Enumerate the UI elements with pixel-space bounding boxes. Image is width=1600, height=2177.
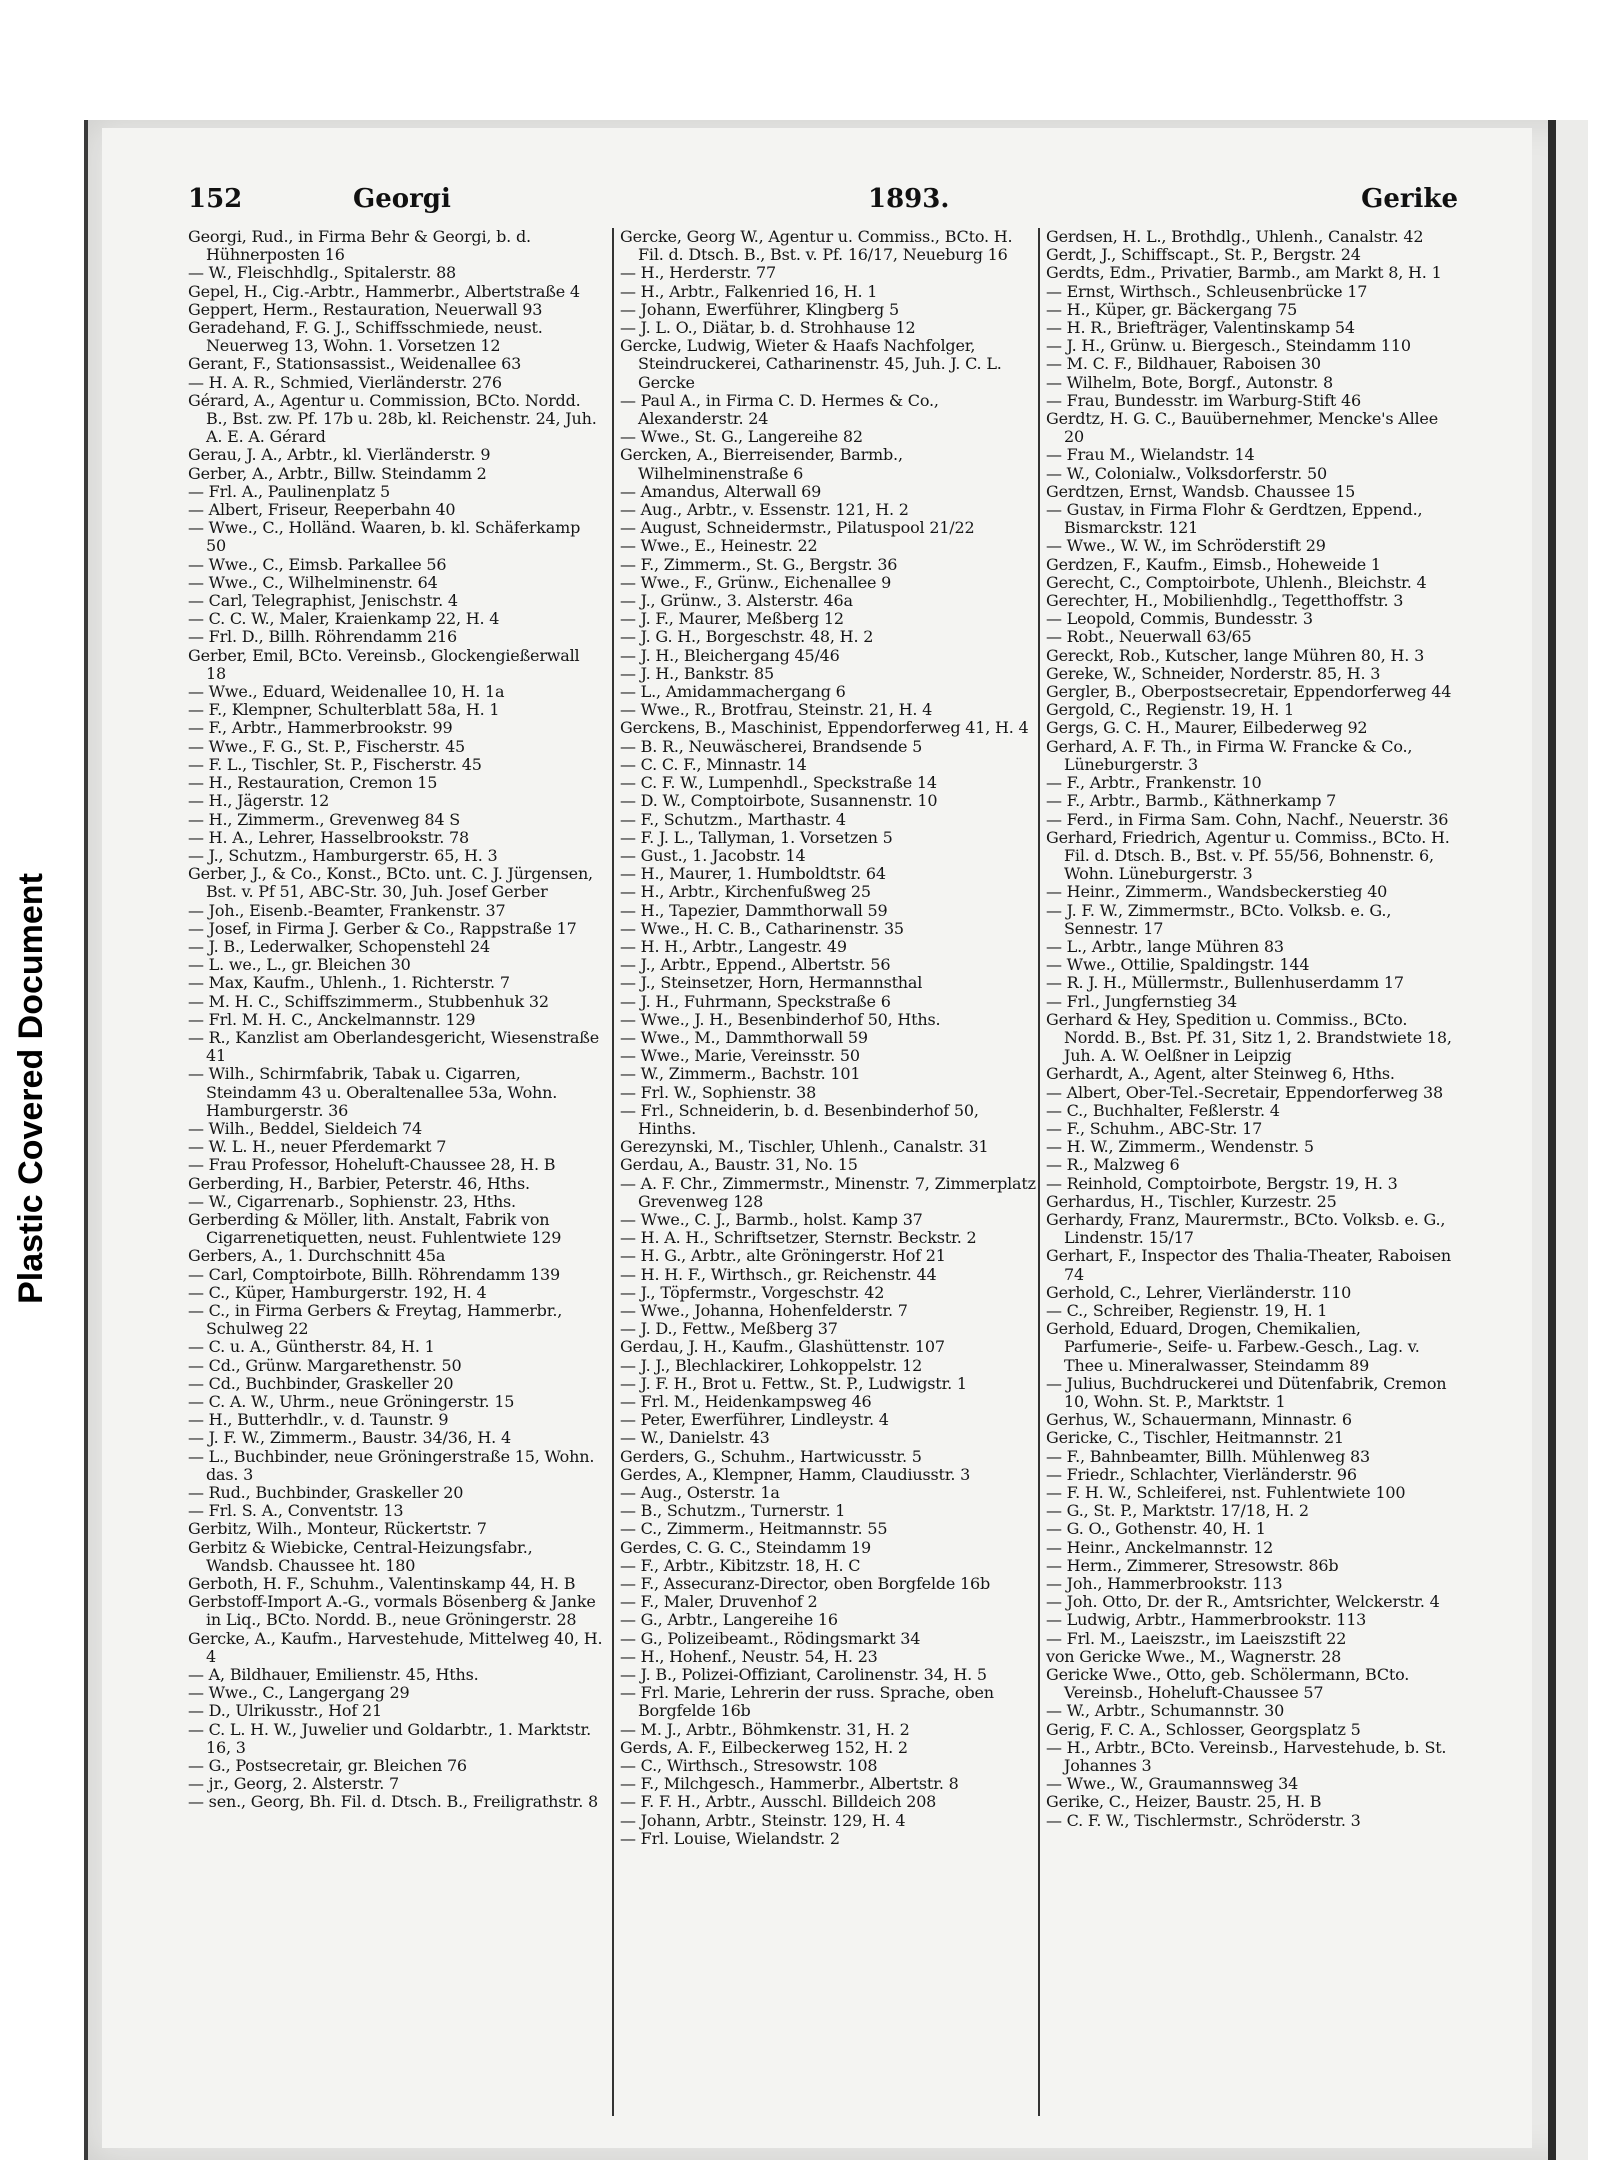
directory-entry: — Wwe., Eduard, Weidenallee 10, H. 1a — [188, 682, 505, 702]
directory-entry: Georgi, Rud., in Firma Behr & Georgi, b. d. Hühnerposten 16 — [188, 227, 531, 265]
directory-entry: — H., Arbtr., Falkenried 16, H. 1 — [620, 281, 878, 301]
directory-entry: — L., Buchbinder, neue Gröningerstraße 15, Wohn. das. 3 — [188, 1446, 595, 1484]
directory-entry: — C., in Firma Gerbers & Freytag, Hammerbr., Schulweg 22 — [188, 1300, 563, 1339]
directory-entry: — Paul A., in Firma C. D. Hermes & Co., Alexanderstr. 24 — [620, 390, 939, 429]
column-2 — [620, 228, 1036, 1848]
directory-entry: — Frl. Marie, Lehrerin der russ. Sprache, oben Borgfelde 16b — [620, 1683, 994, 1721]
directory-entry: — Max, Kaufm., Uhlenh., 1. Richterstr. 7 — [188, 973, 510, 993]
directory-entry: — Frl. M. H. C., Anckelmannstr. 129 — [188, 1009, 476, 1029]
directory-entry: — D., Ulrikusstr., Hof 21 — [188, 1701, 382, 1721]
year-heading: 1893. — [868, 184, 950, 214]
directory-entry: Gerhold, C., Lehrer, Vierländerstr. 110 — [1046, 1282, 1352, 1302]
directory-entry: — H. H., Arbtr., Langestr. 49 — [620, 936, 847, 956]
side-label — [0, 0, 62, 2177]
directory-entry: Gerbitz, Wilh., Monteur, Rückertstr. 7 — [188, 1519, 487, 1539]
directory-entry: — J. G. H., Borgeschstr. 48, H. 2 — [620, 627, 874, 647]
directory-entry: — F., Milchgesch., Hammerbr., Albertstr. 8 — [620, 1774, 959, 1794]
directory-entry: — Joh., Hammerbrookstr. 113 — [1046, 1574, 1283, 1594]
directory-entry: — C., Zimmerm., Heitmannstr. 55 — [620, 1519, 888, 1539]
directory-entry: Gerig, F. C. A., Schlosser, Georgsplatz 5 — [1046, 1719, 1361, 1739]
directory-entry: — F., Assecuranz-Director, oben Borgfelde 16b — [620, 1574, 991, 1594]
directory-entry: Gerhardy, Franz, Maurermstr., BCto. Volksb. e. G., Lindenstr. 15/17 — [1046, 1209, 1446, 1248]
directory-entry: — Wwe., Johanna, Hohenfelderstr. 7 — [620, 1300, 908, 1320]
directory-entry: — Carl, Telegraphist, Jenischstr. 4 — [188, 591, 458, 611]
directory-entry: — J., Grünw., 3. Alsterstr. 46a — [620, 591, 853, 611]
directory-entry: — Ferd., in Firma Sam. Cohn, Nachf., Neuerstr. 36 — [1046, 809, 1449, 829]
directory-entry: Gerhus, W., Schauermann, Minnastr. 6 — [1046, 1410, 1352, 1430]
directory-entry: — H., Küper, gr. Bäckergang 75 — [1046, 299, 1298, 319]
directory-entry: — Robt., Neuerwall 63/65 — [1046, 627, 1252, 647]
column-divider — [1038, 228, 1040, 2116]
directory-entry: — F. F. H., Arbtr., Ausschl. Billdeich 208 — [620, 1792, 937, 1812]
directory-entry: — Wwe., H. C. B., Catharinenstr. 35 — [620, 918, 904, 938]
directory-entry: — Aug., Osterstr. 1a — [620, 1483, 780, 1503]
directory-entry: — Wwe., C., Langergang 29 — [188, 1683, 410, 1703]
directory-entry: — Frau M., Wielandstr. 14 — [1046, 445, 1255, 465]
directory-entry: — Frl. M., Laeiszstr., im Laeiszstift 22 — [1046, 1628, 1347, 1648]
directory-entry: Gerboth, H. F., Schuhm., Valentinskamp 44, H. B — [188, 1574, 576, 1594]
directory-entry: — G. O., Gothenstr. 40, H. 1 — [1046, 1519, 1266, 1539]
directory-entry: — B., Schutzm., Turnerstr. 1 — [620, 1501, 846, 1521]
directory-entry: — M. H. C., Schiffszimmerm., Stubbenhuk 32 — [188, 991, 549, 1011]
directory-entry: — R. J. H., Müllermstr., Bullenhuserdamm 17 — [1046, 973, 1404, 993]
directory-entry: — C., Schreiber, Regienstr. 19, H. 1 — [1046, 1300, 1328, 1320]
page-number: 152 — [188, 184, 243, 214]
directory-entry: — W. L. H., neuer Pferdemarkt 7 — [188, 1137, 447, 1157]
directory-entry: Gerders, G., Schuhm., Hartwicusstr. 5 — [620, 1446, 922, 1466]
directory-entry: Gerdts, Edm., Privatier, Barmb., am Markt 8, H. 1 — [1046, 263, 1442, 283]
directory-entry: — F., Arbtr., Hammerbrookstr. 99 — [188, 718, 453, 738]
directory-entry: — Albert, Ober-Tel.-Secretair, Eppendorferweg 38 — [1046, 1082, 1443, 1102]
directory-page — [102, 128, 1532, 2148]
directory-entry: Gerckens, B., Maschinist, Eppendorferweg 41, H. 4 — [620, 718, 1029, 738]
directory-entry: Gercken, A., Bierreisender, Barmb., Wilhelminenstraße 6 — [620, 445, 903, 483]
directory-entry: — H. W., Zimmerm., Wendenstr. 5 — [1046, 1137, 1314, 1157]
directory-entry: — Peter, Ewerführer, Lindleystr. 4 — [620, 1410, 889, 1430]
directory-entry: Gerhardus, H., Tischler, Kurzestr. 25 — [1046, 1191, 1337, 1211]
directory-entry: Gercke, Georg W., Agentur u. Commiss., BCto. H. Fil. d. Dtsch. B., Bst. v. Pf. 16/17, Neueburg 16 — [620, 227, 1013, 265]
directory-entry: Gepel, H., Cig.-Arbtr., Hammerbr., Albertstraße 4 — [188, 281, 580, 301]
directory-entry: — J. L. O., Diätar, b. d. Strohhause 12 — [620, 318, 916, 338]
directory-entry: — Carl, Comptoirbote, Billh. Röhrendamm 139 — [188, 1264, 561, 1284]
directory-entry: Gerhold, Eduard, Drogen, Chemikalien, Parfumerie-, Seife- u. Farbew.-Gesch., Lag. v. Thee u. Mineralwasser, Steindamm 89 — [1046, 1319, 1420, 1375]
directory-entry: — H., Hohenf., Neustr. 54, H. 23 — [620, 1646, 878, 1666]
directory-entry: — J. D., Fettw., Meßberg 37 — [620, 1319, 838, 1339]
directory-entry: — Reinhold, Comptoirbote, Bergstr. 19, H. 3 — [1046, 1173, 1398, 1193]
directory-entry: Gerbstoff-Import A.-G., vormals Bösenberg & Janke in Liq., BCto. Nordd. B., neue Gröningerstr. 28 — [188, 1592, 596, 1630]
directory-entry: Gerdes, C. G. C., Steindamm 19 — [620, 1537, 872, 1557]
book-gutter — [1548, 120, 1556, 2160]
directory-entry: — F., Klempner, Schulterblatt 58a, H. 1 — [188, 700, 500, 720]
directory-entry: — F., Arbtr., Barmb., Käthnerkamp 7 — [1046, 791, 1337, 811]
directory-entry: — H., Restauration, Cremon 15 — [188, 773, 438, 793]
directory-entry: — H. A. R., Schmied, Vierländerstr. 276 — [188, 372, 502, 392]
directory-entry: — F., Schutzm., Marthastr. 4 — [620, 809, 846, 829]
directory-entry: — Frl. D., Billh. Röhrendamm 216 — [188, 627, 457, 647]
directory-entry: — R., Malzweg 6 — [1046, 1155, 1180, 1175]
directory-entry: Gerber, J., & Co., Konst., BCto. unt. C. J. Jürgensen, Bst. v. Pf 51, ABC-Str. 30, Juh. Josef Gerber — [188, 864, 593, 902]
directory-entry: — A. F. Chr., Zimmermstr., Minenstr. 7, Zimmerplatz Grevenweg 128 — [620, 1173, 1036, 1211]
directory-entry: — Ludwig, Arbtr., Hammerbrookstr. 113 — [1046, 1610, 1367, 1630]
directory-entry: — Heinr., Zimmerm., Wandsbeckerstieg 40 — [1046, 882, 1388, 902]
directory-entry: — Rud., Buchbinder, Graskeller 20 — [188, 1483, 464, 1503]
directory-entry: — C. C. W., Maler, Kraienkamp 22, H. 4 — [188, 609, 500, 629]
directory-entry: — G., Arbtr., Langereihe 16 — [620, 1610, 838, 1630]
directory-entry: — C. F. W., Tischlermstr., Schröderstr. 3 — [1046, 1810, 1361, 1830]
directory-entry: — Herm., Zimmerer, Stresowstr. 86b — [1046, 1555, 1339, 1575]
directory-entry: — Wwe., C., Eimsb. Parkallee 56 — [188, 554, 447, 574]
directory-entry: — jr., Georg, 2. Alsterstr. 7 — [188, 1774, 400, 1794]
directory-entry: — J. H., Bankstr. 85 — [620, 663, 775, 683]
directory-entry: — Wwe., St. G., Langereihe 82 — [620, 427, 863, 447]
directory-entry: — Gustav, in Firma Flohr & Gerdtzen, Eppend., Bismarckstr. 121 — [1046, 500, 1423, 538]
directory-entry: — A, Bildhauer, Emilienstr. 45, Hths. — [188, 1665, 479, 1685]
directory-entry: — Johann, Ewerführer, Klingberg 5 — [620, 299, 899, 319]
directory-entry: Gerberding & Möller, lith. Anstalt, Fabrik von Cigarrenetiquetten, neust. Fuhlentwiete 129 — [188, 1209, 562, 1248]
directory-entry: — D. W., Comptoirbote, Susannenstr. 10 — [620, 791, 938, 811]
directory-entry: — L., Arbtr., lange Mühren 83 — [1046, 936, 1284, 956]
right-heading: Gerike — [1361, 184, 1458, 214]
directory-entry: — J., Töpfermstr., Vorgeschstr. 42 — [620, 1282, 885, 1302]
directory-entry: Gerezynski, M., Tischler, Uhlenh., Canalstr. 31 — [620, 1137, 989, 1157]
directory-entry: — Wilh., Schirmfabrik, Tabak u. Cigarren, Steindamm 43 u. Oberaltenallee 53a, Wohn. Hamburgerstr. 36 — [188, 1064, 558, 1120]
directory-entry: — Frl. S. A., Conventstr. 13 — [188, 1501, 404, 1521]
directory-entry: — Wilhelm, Bote, Borgf., Autonstr. 8 — [1046, 372, 1333, 392]
directory-entry: — Leopold, Commis, Bundesstr. 3 — [1046, 609, 1313, 629]
directory-entry: — Wwe., Ottilie, Spaldingstr. 144 — [1046, 955, 1310, 975]
directory-entry: — Frl. M., Heidenkampsweg 46 — [620, 1392, 872, 1411]
directory-entry: — M. C. F., Bildhauer, Raboisen 30 — [1046, 354, 1321, 374]
directory-entry: — Wwe., R., Brotfrau, Steinstr. 21, H. 4 — [620, 700, 933, 720]
side-label-text: Plastic Covered Document — [11, 873, 50, 1304]
directory-entry: Gerber, A., Arbtr., Billw. Steindamm 2 — [188, 463, 487, 483]
directory-entry: — W., Colonialw., Volksdorferstr. 50 — [1046, 463, 1327, 483]
directory-entry: — F. L., Tischler, St. P., Fischerstr. 45 — [188, 754, 482, 774]
directory-entry: — W., Zimmerm., Bachstr. 101 — [620, 1064, 861, 1084]
directory-entry: — Wwe., W. W., im Schröderstift 29 — [1046, 536, 1326, 556]
directory-entry: — F., Bahnbeamter, Billh. Mühlenweg 83 — [1046, 1446, 1370, 1466]
directory-entry: Geppert, Herm., Restauration, Neuerwall 93 — [188, 299, 543, 319]
directory-entry: — H. G., Arbtr., alte Gröningerstr. Hof 21 — [620, 1246, 946, 1266]
directory-entry: — J., Steinsetzer, Horn, Hermannsthal — [620, 973, 923, 993]
directory-entry: — H., Maurer, 1. Humboldtstr. 64 — [620, 864, 886, 884]
directory-entry: — Frau Professor, Hoheluft-Chaussee 28, H. B — [188, 1155, 556, 1175]
directory-entry: — W., Fleischhdlg., Spitalerstr. 88 — [188, 263, 457, 283]
directory-entry: — L., Amidammachergang 6 — [620, 682, 846, 702]
directory-entry: — G., Postsecretair, gr. Bleichen 76 — [188, 1756, 467, 1776]
directory-entry: — F. H. W., Schleiferei, nst. Fuhlentwiete 100 — [1046, 1483, 1406, 1503]
directory-entry: Gerhard & Hey, Spedition u. Commiss., BCto. Nordd. B., Bst. Pf. 31, Sitz 1, 2. Brandstwiete 18, Juh. A. W. Oelßner in Leipzig — [1046, 1009, 1452, 1066]
directory-entry: — J., Schutzm., Hamburgerstr. 65, H. 3 — [188, 845, 498, 865]
directory-entry: — Wwe., Marie, Vereinsstr. 50 — [620, 1046, 860, 1066]
directory-entry: — J. F., Maurer, Meßberg 12 — [620, 609, 844, 629]
directory-entry: — H. R., Briefträger, Valentinskamp 54 — [1046, 318, 1355, 338]
directory-entry: — J. F. W., Zimmermstr., BCto. Volksb. e. G., Sennestr. 17 — [1046, 900, 1392, 938]
directory-entry: — W., Danielstr. 43 — [620, 1428, 770, 1448]
directory-entry: Gerhardt, A., Agent, alter Steinweg 6, Hths. — [1046, 1064, 1395, 1084]
directory-entry: — F., Zimmerm., St. G., Bergstr. 36 — [620, 554, 898, 574]
directory-entry: — Gust., 1. Jacobstr. 14 — [620, 845, 806, 865]
directory-entry: — H., Jägerstr. 12 — [188, 791, 330, 811]
directory-entry: Gerike, C., Heizer, Baustr. 25, H. B — [1046, 1792, 1322, 1812]
directory-entry: — W., Cigarrenarb., Sophienstr. 23, Hths. — [188, 1191, 516, 1211]
directory-entry: — F. J. L., Tallyman, 1. Vorsetzen 5 — [620, 827, 893, 847]
directory-entry: — Heinr., Anckelmannstr. 12 — [1046, 1537, 1274, 1557]
directory-entry: — Joh., Eisenb.-Beamter, Frankenstr. 37 — [188, 900, 506, 920]
directory-entry: Gergs, G. C. H., Maurer, Eilbederweg 92 — [1046, 718, 1368, 738]
directory-entry: — H., Tapezier, Dammthorwall 59 — [620, 900, 888, 920]
directory-entry: — G., Polizeibeamt., Rödingsmarkt 34 — [620, 1628, 921, 1648]
directory-entry: — J. F. W., Zimmerm., Baustr. 34/36, H. 4 — [188, 1428, 511, 1448]
directory-entry: — W., Arbtr., Schumannstr. 30 — [1046, 1701, 1285, 1721]
directory-entry: Gerant, F., Stationsassist., Weidenallee 63 — [188, 354, 522, 374]
directory-entry: Gerbitz & Wiebicke, Central-Heizungsfabr., Wandsb. Chaussee ht. 180 — [188, 1537, 533, 1575]
directory-entry: — B. R., Neuwäscherei, Brandsende 5 — [620, 736, 923, 756]
directory-entry: — H. A. H., Schriftsetzer, Sternstr. Beckstr. 2 — [620, 1228, 977, 1248]
column-3 — [1046, 228, 1462, 1830]
directory-entry: Gerhard, Friedrich, Agentur u. Commiss., BCto. H. Fil. d. Dtsch. B., Bst. v. Pf. 55/56, Bohnenstr. 6, Wohn. Lüneburgerstr. 3 — [1046, 827, 1450, 884]
directory-entry: — J. H., Grünw. u. Biergesch., Steindamm 110 — [1046, 336, 1411, 356]
directory-entry: — Wwe., W., Graumannsweg 34 — [1046, 1774, 1299, 1794]
directory-entry: Gergler, B., Oberpostsecretair, Eppendorferweg 44 — [1046, 682, 1452, 702]
directory-entry: — Friedr., Schlachter, Vierländerstr. 96 — [1046, 1464, 1357, 1484]
directory-entry: — C. C. F., Minnastr. 14 — [620, 754, 807, 774]
directory-entry: — Julius, Buchdruckerei und Dütenfabrik, Cremon 10, Wohn. St. P., Marktstr. 1 — [1046, 1373, 1447, 1411]
directory-entry: Gereke, W., Schneider, Norderstr. 85, H. 3 — [1046, 663, 1381, 683]
directory-entry: Gereckt, Rob., Kutscher, lange Mühren 80, H. 3 — [1046, 645, 1425, 665]
directory-entry: — August, Schneidermstr., Pilatuspool 21/22 — [620, 518, 975, 538]
directory-entry: — R., Kanzlist am Oberlandesgericht, Wiesenstraße 41 — [188, 1027, 599, 1066]
directory-entry: — Wwe., M., Dammthorwall 59 — [620, 1027, 868, 1047]
directory-entry: — H., Zimmerm., Grevenweg 84 S — [188, 809, 461, 829]
directory-entry: — H., Arbtr., BCto. Vereinsb., Harvestehude, b. St. Johannes 3 — [1046, 1737, 1447, 1776]
directory-entry: — Wilh., Beddel, Sieldeich 74 — [188, 1118, 422, 1138]
directory-entry: Gerechter, H., Mobilienhdlg., Tegetthoffstr. 3 — [1046, 591, 1404, 611]
directory-entry: — F., Schuhm., ABC-Str. 17 — [1046, 1118, 1263, 1138]
directory-entry: — C., Küper, Hamburgerstr. 192, H. 4 — [188, 1282, 487, 1302]
directory-entry: — Wwe., E., Heinestr. 22 — [620, 536, 818, 556]
directory-entry: — F., Maler, Druvenhof 2 — [620, 1592, 818, 1612]
directory-entry: Gerau, J. A., Arbtr., kl. Vierländerstr. 9 — [188, 445, 491, 465]
directory-entry: — Ernst, Wirthsch., Schleusenbrücke 17 — [1046, 281, 1368, 301]
directory-entry: Gericke Wwe., Otto, geb. Schölermann, BCto. Vereinsb., Hoheluft-Chaussee 57 — [1046, 1665, 1410, 1703]
directory-entry: — G., St. P., Marktstr. 17/18, H. 2 — [1046, 1501, 1309, 1521]
directory-entry: — C. L. H. W., Juwelier und Goldarbtr., 1. Marktstr. 16, 3 — [188, 1719, 592, 1757]
directory-entry: — H., Herderstr. 77 — [620, 263, 776, 283]
directory-entry: Gerhard, A. F. Th., in Firma W. Francke & Co., Lüneburgerstr. 3 — [1046, 736, 1413, 774]
directory-entry: — Frau, Bundesstr. im Warburg-Stift 46 — [1046, 390, 1362, 410]
directory-entry: — J. B., Polizei-Offiziant, Carolinenstr. 34, H. 5 — [620, 1665, 987, 1685]
directory-entry: — J. F. H., Brot u. Fettw., St. P., Ludwigstr. 1 — [620, 1373, 967, 1393]
directory-entry: — Cd., Grünw. Margarethenstr. 50 — [188, 1355, 462, 1375]
directory-entry: — Frl. A., Paulinenplatz 5 — [188, 481, 390, 501]
directory-entry: — F., Arbtr., Kibitzstr. 18, H. C — [620, 1555, 861, 1575]
directory-entry: — Josef, in Firma J. Gerber & Co., Rappstraße 17 — [188, 918, 577, 938]
directory-entry: — J. B., Lederwalker, Schopenstehl 24 — [188, 936, 490, 956]
directory-entry: Gerberding, H., Barbier, Peterstr. 46, Hths. — [188, 1173, 530, 1193]
directory-entry: — Wwe., C., Wilhelminenstr. 64 — [188, 572, 438, 592]
scanned-page — [84, 120, 1588, 2160]
directory-entry: — Aug., Arbtr., v. Essenstr. 121, H. 2 — [620, 500, 909, 520]
directory-entry: — Cd., Buchbinder, Graskeller 20 — [188, 1373, 454, 1393]
directory-entry: Gerdzen, F., Kaufm., Eimsb., Hoheweide 1 — [1046, 554, 1381, 574]
directory-entry: — C. u. A., Güntherstr. 84, H. 1 — [188, 1337, 435, 1357]
directory-entry: Gerdsen, H. L., Brothdlg., Uhlenh., Canalstr. 42 — [1046, 227, 1424, 246]
directory-entry: — Frl. Louise, Wielandstr. 2 — [620, 1828, 840, 1848]
directory-entry: — H., Arbtr., Kirchenfußweg 25 — [620, 882, 871, 902]
directory-entry: Gerdt, J., Schiffscapt., St. P., Bergstr. 24 — [1046, 245, 1361, 265]
directory-entry: — H. H. F., Wirthsch., gr. Reichenstr. 44 — [620, 1264, 937, 1284]
column-1 — [188, 228, 604, 1812]
directory-entry: Gercke, Ludwig, Wieter & Haafs Nachfolger, Steindruckerei, Catharinenstr. 45, Juh. J. C. L. Gercke — [620, 336, 1002, 392]
directory-entry: von Gericke Wwe., M., Wagnerstr. 28 — [1046, 1646, 1342, 1666]
directory-entry: — J. H., Fuhrmann, Speckstraße 6 — [620, 991, 891, 1011]
directory-entry: Gerhart, F., Inspector des Thalia-Theater, Raboisen 74 — [1046, 1246, 1451, 1284]
directory-entry: — Wwe., J. H., Besenbinderhof 50, Hths. — [620, 1009, 941, 1029]
directory-entry: Gericke, C., Tischler, Heitmannstr. 21 — [1046, 1428, 1344, 1448]
page-header — [188, 182, 1518, 222]
directory-entry: Gerbers, A., 1. Durchschnitt 45a — [188, 1246, 446, 1266]
directory-entry: — J. J., Blechlackirer, Lohkoppelstr. 12 — [620, 1355, 923, 1375]
directory-entry: — Frl., Jungfernstieg 34 — [1046, 991, 1237, 1011]
directory-entry: — H. A., Lehrer, Hasselbrookstr. 78 — [188, 827, 470, 847]
directory-entry: — Johann, Arbtr., Steinstr. 129, H. 4 — [620, 1810, 906, 1830]
directory-entry: Gerdau, J. H., Kaufm., Glashüttenstr. 107 — [620, 1337, 945, 1357]
directory-entry: — Amandus, Alterwall 69 — [620, 481, 822, 501]
directory-entry: — Albert, Friseur, Reeperbahn 40 — [188, 500, 456, 520]
directory-entry: Gerecht, C., Comptoirbote, Uhlenh., Bleichstr. 4 — [1046, 572, 1427, 592]
directory-entry: — F., Arbtr., Frankenstr. 10 — [1046, 773, 1262, 793]
directory-entry: — M. J., Arbtr., Böhmkenstr. 31, H. 2 — [620, 1719, 910, 1739]
directory-entry: — C. F. W., Lumpenhdl., Speckstraße 14 — [620, 773, 937, 793]
directory-entry: — Wwe., F., Grünw., Eichenallee 9 — [620, 572, 892, 592]
directory-entry: Geradehand, F. G. J., Schiffsschmiede, neust. Neuerweg 13, Wohn. 1. Vorsetzen 12 — [188, 318, 543, 356]
directory-entry: Gerdtz, H. G. C., Bauübernehmer, Mencke's Allee 20 — [1046, 409, 1438, 447]
directory-entry: Gerber, Emil, BCto. Vereinsb., Glockengießerwall 18 — [188, 645, 580, 683]
directory-entry: — H., Butterhdlr., v. d. Taunstr. 9 — [188, 1410, 449, 1430]
directory-entry: Gergold, C., Regienstr. 19, H. 1 — [1046, 700, 1295, 720]
directory-entry: — C., Buchhalter, Feßlerstr. 4 — [1046, 1100, 1280, 1120]
directory-entry: Gérard, A., Agentur u. Commission, BCto. Nordd. B., Bst. zw. Pf. 17b u. 28b, kl. Reichenstr. 24, Juh. A. E. A. Gérard — [188, 390, 597, 447]
directory-entry: — Frl., Schneiderin, b. d. Besenbinderhof 50, Hinths. — [620, 1100, 979, 1138]
directory-entry: — J., Arbtr., Eppend., Albertstr. 56 — [620, 955, 891, 975]
directory-entry: Gerdau, A., Baustr. 31, No. 15 — [620, 1155, 858, 1175]
directory-entry: — C. A. W., Uhrm., neue Gröningerstr. 15 — [188, 1392, 515, 1411]
directory-entry: Gerds, A. F., Eilbeckerweg 152, H. 2 — [620, 1737, 908, 1757]
directory-entry: — Joh. Otto, Dr. der R., Amtsrichter, Welckerstr. 4 — [1046, 1592, 1440, 1612]
directory-entry: — Wwe., C., Holländ. Waaren, b. kl. Schäferkamp 50 — [188, 518, 581, 556]
directory-entry: — J. H., Bleichergang 45/46 — [620, 645, 840, 665]
directory-entry: — Frl. W., Sophienstr. 38 — [620, 1082, 817, 1102]
directory-entry: — Wwe., C. J., Barmb., holst. Kamp 37 — [620, 1209, 923, 1229]
directory-entry: — Wwe., F. G., St. P., Fischerstr. 45 — [188, 736, 466, 756]
directory-entry: Gerdtzen, Ernst, Wandsb. Chaussee 15 — [1046, 481, 1356, 501]
directory-entry: — sen., Georg, Bh. Fil. d. Dtsch. B., Freiligrathstr. 8 — [188, 1792, 598, 1812]
column-divider — [612, 228, 614, 2116]
facing-page-edge — [1556, 120, 1588, 2160]
directory-entry: — C., Wirthsch., Stresowstr. 108 — [620, 1756, 878, 1776]
directory-entry: Gercke, A., Kaufm., Harvestehude, Mittelweg 40, H. 4 — [188, 1628, 603, 1666]
directory-entry: Gerdes, A., Klempner, Hamm, Claudiusstr. 3 — [620, 1464, 971, 1484]
left-heading: Georgi — [353, 184, 451, 214]
directory-entry: — L. we., L., gr. Bleichen 30 — [188, 955, 411, 975]
